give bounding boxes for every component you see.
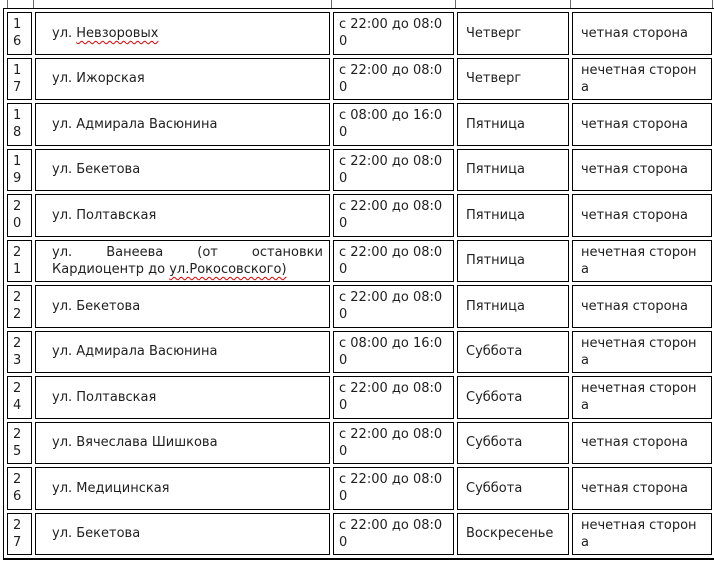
cell-row-number (7, 58, 32, 101)
cell-time-range (333, 103, 454, 146)
street-line (52, 525, 323, 542)
cell-street-side (572, 58, 712, 101)
day-of-week-label: Суббота (466, 389, 523, 405)
cell-street-name (35, 58, 330, 101)
cell-street-side (572, 331, 712, 374)
cell-time-range (333, 194, 454, 237)
cropped-row-border-tick (570, 0, 571, 8)
time-range-line: 0 (339, 216, 348, 232)
street-line (52, 244, 323, 261)
cell-time-range (333, 149, 454, 192)
street-side-line: четная сторона (581, 207, 689, 223)
time-range-line: 0 (339, 170, 348, 186)
cell-street-name (35, 467, 330, 510)
row-number-digit: 2 (13, 335, 22, 351)
cell-row-number (7, 285, 32, 328)
street-cleaning-schedule-table (3, 8, 714, 560)
street-text: остановки (251, 244, 323, 260)
cell-day-of-week (457, 331, 569, 374)
day-of-week-label: Пятница (466, 116, 525, 132)
row-number-digit: 2 (13, 426, 22, 442)
time-range-line: с 22:00 до 08:0 (339, 199, 443, 215)
street-line (52, 261, 323, 278)
street-line (52, 480, 323, 497)
cell-street-name (35, 422, 330, 465)
cell-row-number (7, 331, 32, 374)
cell-street-name (35, 194, 330, 237)
time-range-line: с 22:00 до 08:0 (339, 153, 443, 169)
cell-row-number (7, 240, 32, 283)
cell-row-number (7, 467, 32, 510)
row-number-digit: 2 (13, 517, 22, 533)
cell-street-side (572, 422, 712, 465)
cell-time-range (333, 240, 454, 283)
cropped-row-border-tick (712, 0, 713, 8)
cell-day-of-week (457, 467, 569, 510)
row-number-digit: 4 (13, 398, 22, 414)
street-text: ул. Бекетова (52, 298, 141, 314)
street-side-line: а (581, 79, 589, 95)
street-line (52, 298, 323, 315)
cropped-row-border-tick (455, 0, 456, 8)
cell-street-side (572, 513, 712, 556)
time-range-line: 0 (339, 352, 348, 368)
street-line (52, 116, 323, 133)
day-of-week-label: Воскресенье (466, 526, 554, 542)
cell-day-of-week (457, 240, 569, 283)
time-range-line: с 08:00 до 16:0 (339, 108, 443, 124)
row-number-digit: 2 (13, 307, 22, 323)
time-range-line: 0 (339, 261, 348, 277)
row-number-digit: 2 (13, 199, 22, 215)
cell-day-of-week (457, 194, 569, 237)
time-range-line: с 22:00 до 08:0 (339, 517, 443, 533)
cell-day-of-week (457, 58, 569, 101)
cell-time-range (333, 285, 454, 328)
cropped-row-border-tick (7, 0, 8, 8)
street-side-line: нечетная сторон (581, 244, 697, 260)
cell-street-side (572, 194, 712, 237)
street-text: ул. (52, 244, 73, 260)
cell-street-side (572, 149, 712, 192)
time-range-line: 0 (339, 489, 348, 505)
day-of-week-label: Пятница (466, 298, 525, 314)
row-number-digit: 1 (13, 108, 22, 124)
street-side-line: четная сторона (581, 435, 689, 451)
cell-day-of-week (457, 149, 569, 192)
time-range-line: с 08:00 до 16:0 (339, 335, 443, 351)
street-text: ул. Полтавская (52, 389, 157, 405)
cell-day-of-week (457, 422, 569, 465)
street-line (52, 434, 323, 451)
street-text: (от (197, 244, 218, 260)
row-number-digit: 1 (13, 62, 22, 78)
row-number-digit: 2 (13, 472, 22, 488)
cell-street-name (35, 285, 330, 328)
cell-time-range (333, 376, 454, 419)
street-side-line: четная сторона (581, 116, 689, 132)
time-range-line: 0 (339, 307, 348, 323)
row-number-digit: 2 (13, 244, 22, 260)
street-text: ул. Бекетова (52, 526, 141, 542)
street-text: ул. Ижорская (52, 71, 145, 87)
street-line (52, 25, 323, 42)
time-range-line: 0 (339, 398, 348, 414)
street-side-line: четная сторона (581, 25, 689, 41)
street-side-line: нечетная сторон (581, 381, 697, 397)
cell-time-range (333, 467, 454, 510)
street-line (52, 343, 323, 360)
row-number-digit: 7 (13, 79, 22, 95)
street-line (52, 70, 323, 87)
time-range-line: 0 (339, 534, 348, 550)
cropped-row-border-tick (331, 0, 332, 8)
cell-street-name (35, 376, 330, 419)
cell-street-side (572, 240, 712, 283)
row-number-digit: 9 (13, 170, 22, 186)
street-side-line: а (581, 534, 589, 550)
cell-day-of-week (457, 513, 569, 556)
row-number-digit: 0 (13, 216, 22, 232)
cell-street-name (35, 240, 330, 283)
cell-day-of-week (457, 376, 569, 419)
row-number-digit: 6 (13, 489, 22, 505)
cell-time-range (333, 331, 454, 374)
street-side-line: а (581, 352, 589, 368)
day-of-week-label: Суббота (466, 344, 523, 360)
misspelled-street-text: ул.Рокосовского) (169, 261, 287, 277)
street-text: ул. Вячеслава Шишкова (52, 435, 218, 451)
cell-time-range (333, 58, 454, 101)
row-number-digit: 6 (13, 34, 22, 50)
cell-day-of-week (457, 12, 569, 55)
row-number-digit: 2 (13, 290, 22, 306)
cell-street-name (35, 149, 330, 192)
time-range-line: с 22:00 до 08:0 (339, 290, 443, 306)
day-of-week-label: Пятница (466, 207, 525, 223)
cell-row-number (7, 513, 32, 556)
cell-street-name (35, 513, 330, 556)
day-of-week-label: Суббота (466, 480, 523, 496)
day-of-week-label: Пятница (466, 253, 525, 269)
street-text: Кардиоцентр до (52, 261, 170, 277)
time-range-line: с 22:00 до 08:0 (339, 17, 443, 33)
cell-day-of-week (457, 285, 569, 328)
time-range-line: с 22:00 до 08:0 (339, 472, 443, 488)
row-number-digit: 7 (13, 534, 22, 550)
cell-row-number (7, 149, 32, 192)
cell-row-number (7, 376, 32, 419)
street-text: ул. (52, 25, 77, 41)
street-side-line: нечетная сторон (581, 517, 697, 533)
time-range-line: 0 (339, 79, 348, 95)
street-text: Ванеева (106, 244, 164, 260)
row-number-digit: 3 (13, 352, 22, 368)
time-range-line: 0 (339, 125, 348, 141)
street-line (52, 207, 323, 224)
time-range-line: 0 (339, 34, 348, 50)
row-number-digit: 1 (13, 261, 22, 277)
cell-time-range (333, 422, 454, 465)
cell-street-name (35, 331, 330, 374)
cell-street-side (572, 376, 712, 419)
cell-street-side (572, 12, 712, 55)
row-number-digit: 2 (13, 381, 22, 397)
day-of-week-label: Пятница (466, 162, 525, 178)
street-side-line: четная сторона (581, 480, 689, 496)
street-text: ул. Адмирала Васюнина (52, 116, 218, 132)
cell-street-side (572, 285, 712, 328)
street-side-line: нечетная сторон (581, 335, 697, 351)
cell-street-name (35, 103, 330, 146)
street-line (52, 389, 323, 406)
day-of-week-label: Суббота (466, 435, 523, 451)
cell-street-name (35, 12, 330, 55)
cell-day-of-week (457, 103, 569, 146)
cell-time-range (333, 513, 454, 556)
row-number-digit: 1 (13, 17, 22, 33)
time-range-line: с 22:00 до 08:0 (339, 244, 443, 260)
street-side-line: нечетная сторон (581, 62, 697, 78)
cell-row-number (7, 194, 32, 237)
cell-row-number (7, 103, 32, 146)
street-text: ул. Полтавская (52, 207, 157, 223)
cell-time-range (333, 12, 454, 55)
street-side-line: четная сторона (581, 298, 689, 314)
street-text: ул. Медицинская (52, 480, 170, 496)
street-side-line: а (581, 398, 589, 414)
street-line (52, 161, 323, 178)
time-range-line: с 22:00 до 08:0 (339, 381, 443, 397)
misspelled-street-text: Невзоровых (76, 25, 159, 41)
time-range-line: с 22:00 до 08:0 (339, 426, 443, 442)
cell-row-number (7, 422, 32, 465)
street-text: ул. Бекетова (52, 162, 141, 178)
row-number-digit: 5 (13, 443, 22, 459)
cell-street-side (572, 467, 712, 510)
day-of-week-label: Четверг (466, 25, 522, 41)
street-side-line: четная сторона (581, 162, 689, 178)
cell-row-number (7, 12, 32, 55)
day-of-week-label: Четверг (466, 71, 522, 87)
row-number-digit: 8 (13, 125, 22, 141)
cropped-row-border-tick (33, 0, 34, 8)
time-range-line: 0 (339, 443, 348, 459)
street-side-line: а (581, 261, 589, 277)
cell-street-side (572, 103, 712, 146)
time-range-line: с 22:00 до 08:0 (339, 62, 443, 78)
row-number-digit: 1 (13, 153, 22, 169)
street-text: ул. Адмирала Васюнина (52, 344, 218, 360)
